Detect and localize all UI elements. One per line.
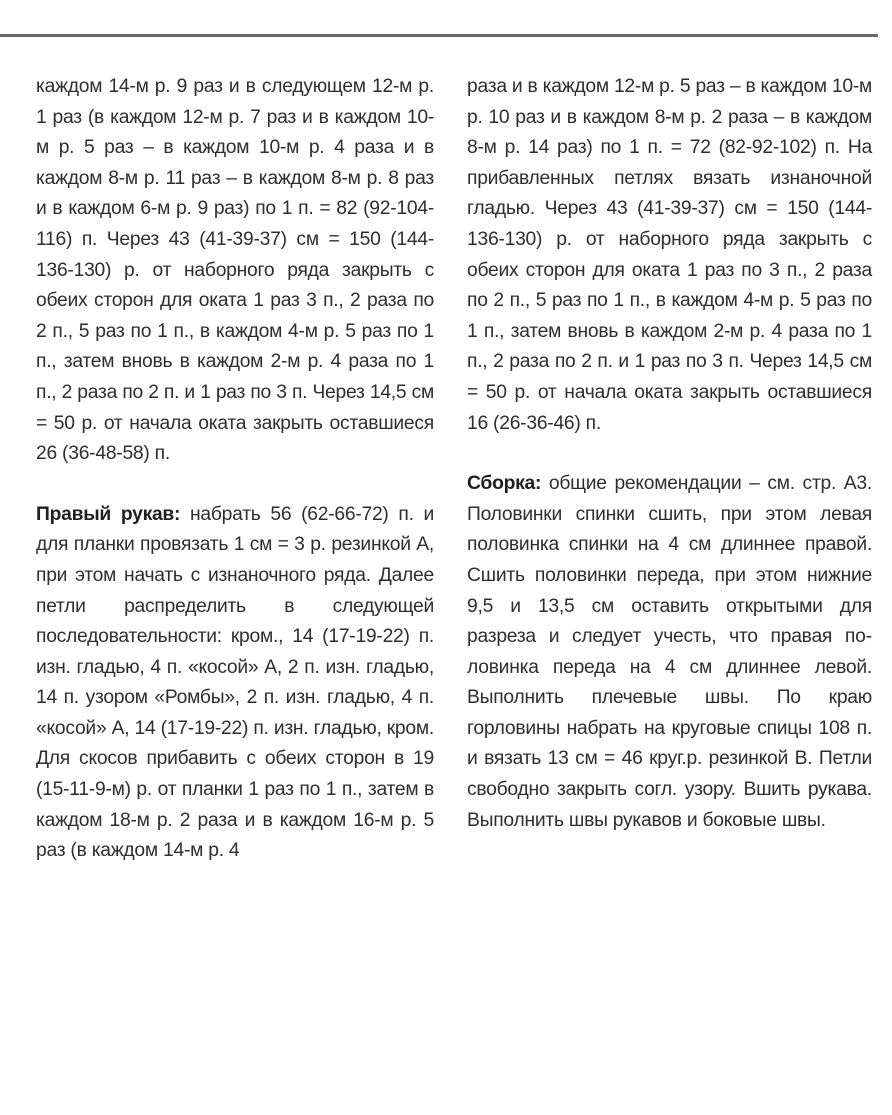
- right-sleeve-text: набрать 56 (62-66-72) п. и для планки провязать 1 см = 3 р. резинкой А, при этом начать с изнаночного ряда. Далее петли распределить в следующей последовательности: кром., 14 (17-19-22) п. изн. гладью, 4 п. «косой» А, 2 п. изн. гладью, 14 п. узором «Ромбы», 2 п. изн. гладью, 4 п. «косой» А, 14 (17-19-22) п. изн. гладью, кром. Для скосов прибавить с обеих сторон в 19 (15-11-9-м) р. от планки 1 раз по 1 п., затем в каждом 18-м р. 2 раза и в каждом 16-м р. 5 раз (в каждом 14-м р. 4: [36, 503, 434, 862]
- top-divider-line: [0, 34, 878, 37]
- assembly-heading: Сборка:: [467, 473, 542, 495]
- right-sleeve-heading: Правый рукав:: [36, 503, 181, 525]
- left-text-column: [36, 72, 434, 867]
- assembly-paragraph: [467, 469, 872, 836]
- right-text-column: [467, 72, 872, 836]
- left-continuation-paragraph: каждом 14-м р. 9 раз и в следующем 12-м р. 1 раз (в каждом 12-м р. 7 раз и в каждом 10-м р. 5 раз – в каждом 10-м р. 4 раза и в каждом 8-м р. 11 раз – в каждом 8-м р. 8 раз и в каждом 6-м р. 9 раз) по 1 п. = 82 (92-104-116) п. Через 43 (41-39-37) см = 150 (144-136-130) р. от наборного ряда закрыть с обеих сторон для оката 1 раз 3 п., 2 раза по 2 п., 5 раз по 1 п., в каждом 4-м р. 5 раз по 1 п., затем вновь в каждом 2-м р. 4 раза по 1 п., 2 раза по 2 п. и 1 раз по 3 п. Через 14,5 см = 50 р. от начала оката закрыть оставшиеся 26 (36-48-58) п.: [36, 76, 434, 465]
- right-sleeve-paragraph: [36, 500, 434, 867]
- assembly-text: общие рекомендации – см. стр. А3. Половинки спинки сшить, при этом левая половинка спинки на 4 см длиннее правой. Сшить половинки переда, при этом нижние 9,5 и 13,5 см оставить открытыми для разреза и следует учесть, что правая половинка переда на 4 см длиннее левой. Выполнить плечевые швы. По краю горловины набрать на круговые спицы 108 п. и вязать 13 см = 46 круг.р. резинкой В. Петли свободно закрыть согл. узору. Вшить рукава. Выполнить швы рукавов и боковые швы.: [467, 473, 872, 831]
- right-continuation-paragraph: раза и в каждом 12-м р. 5 раз – в каждом 10-м р. 10 раз и в каждом 8-м р. 2 раза – в каждом 8-м р. 14 раз) по 1 п. = 72 (82-92-102) п. На прибавленных петлях вязать изнаночной гладью. Через 43 (41-39-37) см = 150 (144-136-130) р. от наборного ряда закрыть с обеих сторон для оката 1 раз по 3 п., 2 раза по 2 п., 5 раз по 1 п., в каждом 4-м р. 5 раз по 1 п., затем вновь в каждом 2-м р. 4 раза по 1 п., 2 раза по 2 п. и 1 раз по 3 п. Через 14,5 см = 50 р. от начала оката закрыть оставшиеся 16 (26-36-46) п.: [467, 76, 872, 434]
